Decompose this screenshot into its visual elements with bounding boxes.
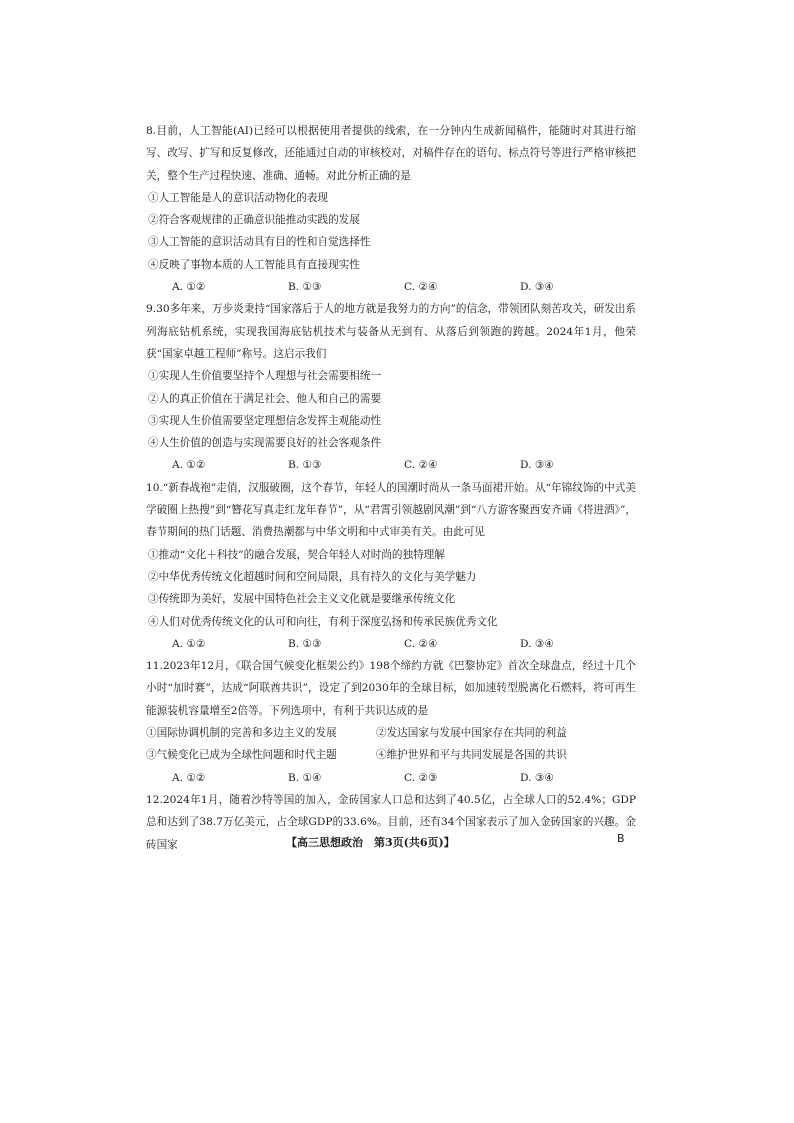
option-a: A. ①② (172, 771, 206, 784)
question-number: 8. (146, 125, 157, 137)
question-stem (146, 655, 636, 722)
option-a: A. ①② (172, 281, 206, 294)
paper-version: B (617, 832, 625, 845)
option-d: D. ③④ (520, 281, 554, 294)
option-c: C. ②④ (404, 459, 438, 472)
option-a: A. ①② (172, 459, 206, 472)
option-d: D. ③④ (520, 459, 554, 472)
option-b: B. ①③ (288, 637, 322, 650)
question-stem-text: 30多年来，万步炎秉持“国家落后于人的地方就是我努力的方向”的信念，带领团队刻苦攻关，研发出系列海底钻机系统，实现我国海底钻机技术与装备从无到有、从落后到领跑的跨越。2024年1月，他荣获“国家卓越工程师”称号。这启示我们 (146, 303, 636, 360)
statement-1: ①推动“文化＋科技”的融合发展，契合年轻人对时尚的独特理解 (148, 548, 445, 561)
option-c: C. ②④ (404, 637, 438, 650)
question-number: 11. (146, 660, 163, 673)
question-number: 9. (146, 303, 157, 316)
statement-2: ②中华优秀传统文化超越时间和空间局限，具有持久的文化与美学魅力 (148, 570, 477, 583)
statement-2: ②发达国家与发展中国家存在共同的利益 (376, 727, 567, 740)
statement-1: ①国际协调机制的完善和多边主义的发展 (146, 727, 337, 740)
option-b: B. ①④ (288, 771, 322, 784)
statement-3: ③气候变化已成为全球性问题和时代主题 (146, 749, 337, 762)
question-number: 10. (146, 481, 163, 494)
option-b: B. ①③ (288, 281, 322, 294)
statement-4: ④反映了事物本质的人工智能具有直接现实性 (148, 258, 360, 271)
answer-options (146, 454, 636, 476)
questions-area (146, 120, 636, 856)
question-stem (146, 477, 636, 544)
statements-grid (146, 722, 636, 767)
option-d: D. ③④ (520, 637, 554, 650)
statement-2: ②符合客观规律的正确意识能推动实践的发展 (148, 214, 360, 227)
statement-3: ③传统即为美好，发展中国特色社会主义文化就是要继承传统文化 (148, 593, 456, 606)
answer-options (146, 633, 636, 655)
statement-1: ①人工智能是人的意识活动物化的表现 (148, 191, 329, 204)
statement-4: ④维护世界和平与共同发展是各国的共识 (376, 749, 567, 762)
statement-1: ①实现人生价值要坚持个人理想与社会需要相统一 (148, 370, 382, 383)
answer-options (146, 276, 636, 298)
question-stem (146, 120, 636, 187)
option-c: C. ②④ (404, 281, 438, 294)
question-9 (146, 298, 636, 476)
option-a: A. ①② (172, 637, 206, 650)
option-c: C. ②③ (404, 771, 438, 784)
statement-4: ④人们对优秀传统文化的认可和向往，有利于深度弘扬和传承民族优秀文化 (148, 615, 498, 628)
option-b: B. ①③ (288, 459, 322, 472)
answer-options (146, 767, 636, 789)
question-stem-text: 2024年1月，随着沙特等国的加入，金砖国家人口总和达到了40.5亿，占全球人口的52.4%；GDP总和达到了38.7万亿美元，占全球GDP的33.6%。目前，还有34个国家表示了加入金砖国家的兴趣。金砖国家 (146, 793, 636, 851)
question-10 (146, 477, 636, 655)
question-stem (146, 298, 636, 365)
question-number: 12. (146, 793, 163, 806)
statement-2: ②人的真正价值在于满足社会、他人和自己的需要 (148, 392, 382, 405)
question-stem-text: 2023年12月，《联合国气候变化框架公约》198个缔约方就《巴黎协定》首次全球盘点，经过十几个小时“加时赛”，达成“阿联酋共识”，设定了到2030年的全球目标，如加速转型脱离化石燃料，将可再生能源装机容量增至2倍等。下列选项中，有利于共识达成的是 (146, 660, 636, 717)
page-footer: 【高三思想政治 第3页(共6页)】 (286, 836, 455, 849)
statement-4: ④人生价值的创造与实现需要良好的社会客观条件 (148, 437, 382, 450)
question-11 (146, 655, 636, 789)
option-d: D. ③④ (520, 771, 554, 784)
question-8 (146, 120, 636, 298)
statement-3: ③人工智能的意识活动具有目的性和自觉选择性 (148, 236, 371, 249)
statement-3: ③实现人生价值需要坚定理想信念发挥主观能动性 (148, 414, 382, 427)
question-stem-text: “新春战袍”走俏，汉服破圈，这个春节，年轻人的国潮时尚从一条马面裙开始。从“年锦纹饰的中式美学破圈上热搜”到“簪花写真走红龙年春节”，从“君霄引领越剧风潮”到“八方游客聚西安齐诵《将进酒》”，春节期间的热门话题、消费热潮都与中华文明和中式审美有关。由此可见 (146, 481, 636, 539)
question-stem-text: 目前，人工智能(AI)已经可以根据使用者提供的线索，在一分钟内生成新闻稿件，能随时对其进行缩写、改写、扩写和反复修改，还能通过自动的审核校对，对稿件存在的语句、标点符号等进行严格审核把关，整个生产过程快速、准确、通畅。对此分析正确的是 (146, 125, 636, 182)
